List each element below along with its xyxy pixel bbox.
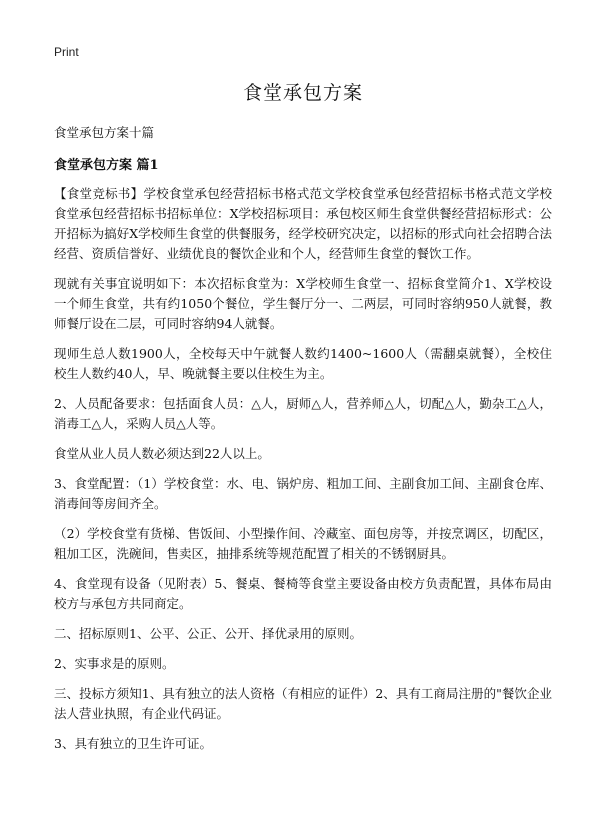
paragraph-health-permit: 3、具有独立的卫生许可证。 <box>54 736 212 751</box>
paragraph-principles: 二、招标原则1、公平、公正、公开、择优录用的原则。 <box>54 626 362 641</box>
paragraph-staffing: 2、人员配备要求：包括面食人员：△人，厨师△人，营养师△人，切配△人，勤杂工△人，消毒工△人，采购人员△人等。 <box>54 396 552 431</box>
paragraph-facilities: 3、食堂配置：（1）学校食堂：水、电、锅炉房、粗加工间、主副食加工间、主副食仓库、消毒间等房间齐全。 <box>54 476 552 511</box>
print-label: Print <box>54 45 79 59</box>
paragraph-canteen-intro: 现就有关事宜说明如下：本次招标食堂为：X学校师生食堂一、招标食堂简介1、X学校设一个师生食堂，共有约1050个餐位，学生餐厅分一、二两层，可同时容纳950人就餐，教师餐厅设在二层，可同时容纳94人就餐。 <box>54 276 552 331</box>
paragraph-staff-minimum: 食堂从业人员人数必须达到22人以上。 <box>54 446 270 461</box>
paragraph-equipment-areas: （2）学校食堂有货梯、售饭间、小型操作间、冷藏室、面包房等，并按烹调区，切配区，粗加工区，洗碗间，售卖区，抽排系统等规范配置了相关的不锈钢厨具。 <box>54 526 552 561</box>
paragraph-principle-2: 2、实事求是的原则。 <box>54 656 175 671</box>
paragraph-existing-equipment: 4、食堂现有设备（见附表）5、餐桌、餐椅等食堂主要设备由校方负责配置，具体布局由校方与承包方共同商定。 <box>54 576 552 611</box>
paragraph-bidder-notes: 三、投标方须知1、具有独立的法人资格（有相应的证件）2、具有工商局注册的"餐饮企业法人营业执照，有企业代码证。 <box>54 686 552 721</box>
document-subtitle: 食堂承包方案十篇 <box>54 125 155 140</box>
document-title: 食堂承包方案 <box>242 82 363 104</box>
paragraph-bid-intro: 【食堂竞标书】学校食堂承包经营招标书格式范文学校食堂承包经营招标书格式范文学校食堂承包经营招标书招标单位：X学校招标项目：承包校区师生食堂供餐经营招标形式：公开招标为搞好X学校师生食堂的供餐服务，经学校研究决定，以招标的形式向社会招聘合法经营、资质信誉好、业绩优良的餐饮企业和个人，经营师生食堂的餐饮工作。 <box>54 186 552 261</box>
section-heading: 食堂承包方案 篇1 <box>54 158 159 173</box>
paragraph-headcount: 现师生总人数1900人，全校每天中午就餐人数约1400~1600人（需翻桌就餐），全校住校生人数约40人，早、晚就餐主要以住校生为主。 <box>54 346 552 381</box>
